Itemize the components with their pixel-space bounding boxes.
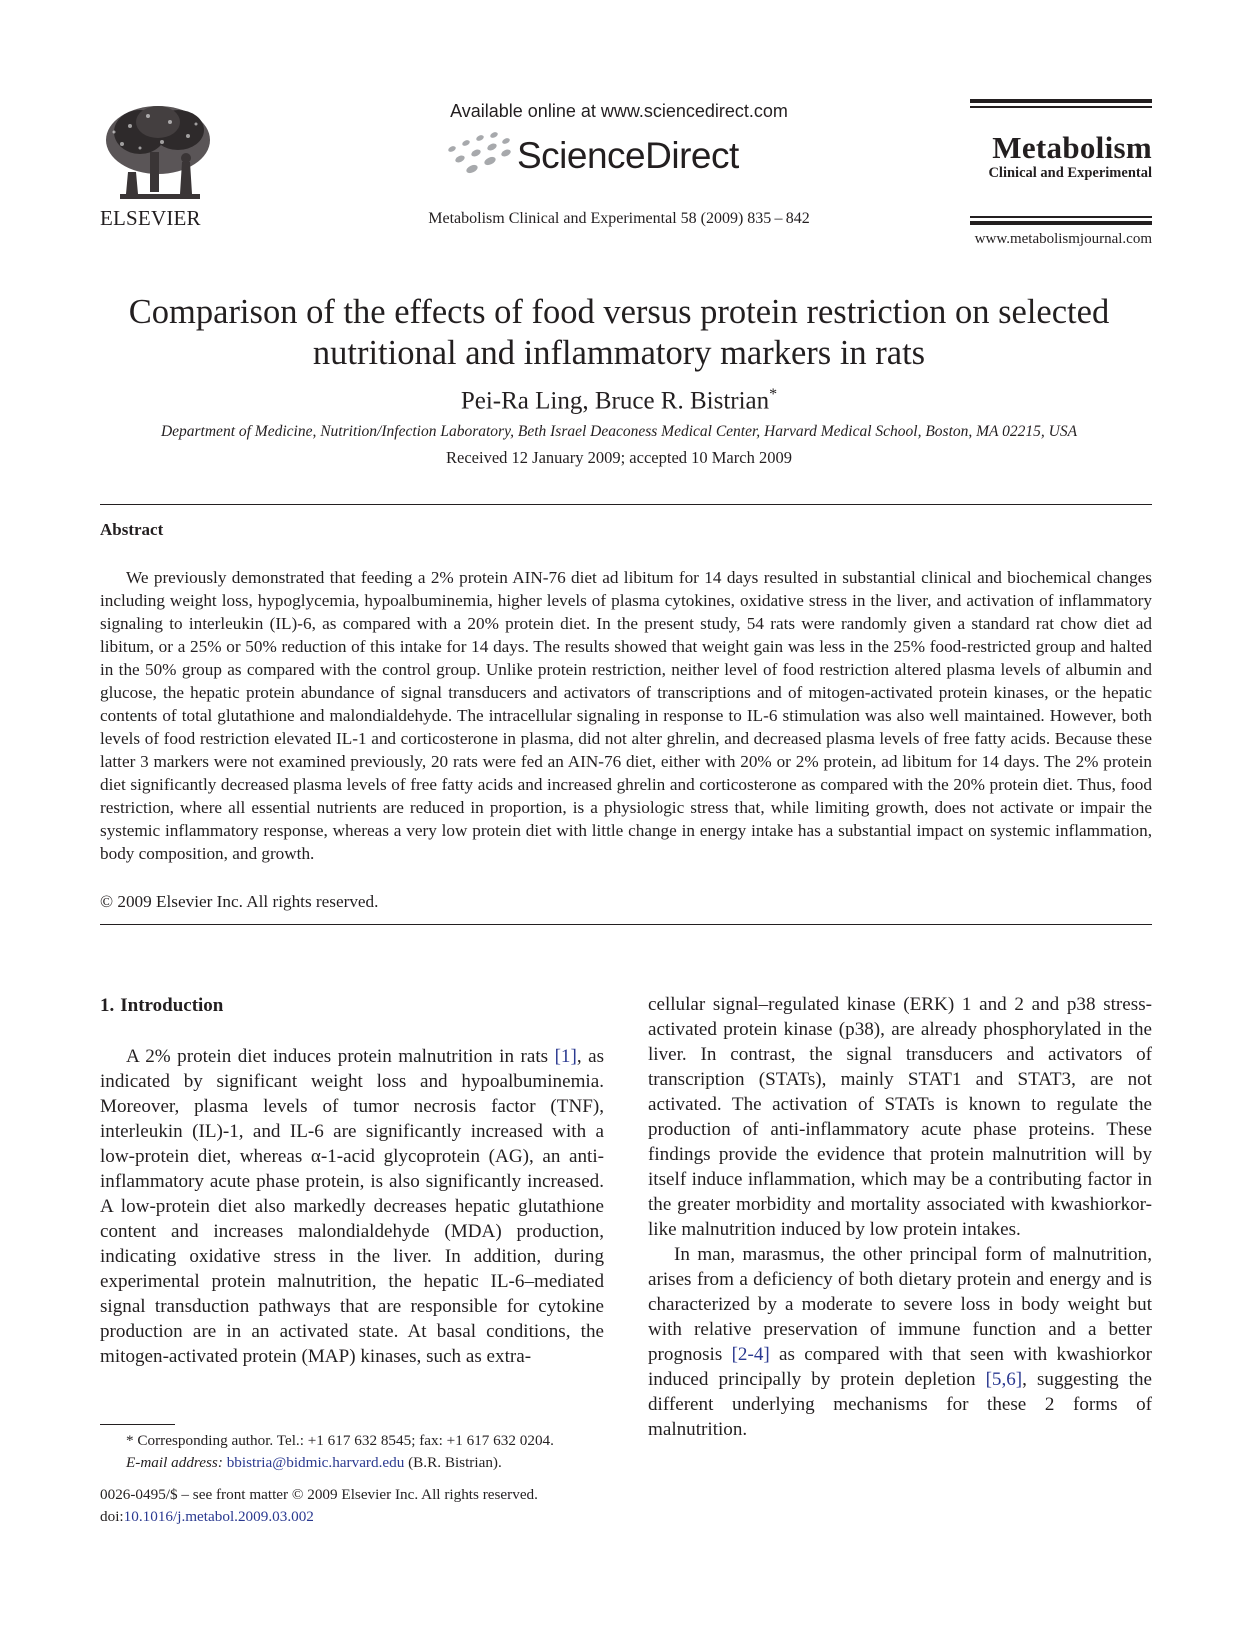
- email-line: [100, 1452, 604, 1474]
- section-heading-introduction: [100, 995, 229, 1017]
- received-dates: Received 12 January 2009; accepted 10 March 2009: [446, 448, 792, 467]
- journal-rule-top: [970, 99, 1152, 103]
- publisher-name: ELSEVIER: [100, 206, 201, 230]
- email-label: E-mail address:: [126, 1454, 223, 1471]
- issn-line: 0026-0495/$ – see front matter © 2009 Elsevier Inc. All rights reserved.: [100, 1486, 538, 1503]
- platform-name: ScienceDirect: [517, 135, 739, 176]
- abstract-rule-top: [100, 504, 1152, 505]
- author-affiliation: Department of Medicine, Nutrition/Infection Laboratory, Beth Israel Deaconess Medical Center, Harvard Medical School, Boston, MA 02215, USA: [160, 423, 1078, 440]
- abstract-text: We previously demonstrated that feeding a 2% protein AIN-76 diet ad libitum for 14 days resulted in substantial clinical and biochemical changes including weight loss, hypoglycemia, hypoalbuminemia, higher levels of plasma cytokines, oxidative stress in the liver, and activation of inflammatory signaling to interleukin (IL)-6, as compared with a 20% protein diet. In the present study, 54 rats were randomly given a standard rat chow diet ad libitum, or a 25% or 50% reduction of this intake for 14 days. The results showed that weight gain was less in the 25% food-restricted group and halted in the 50% group as compared with the control group. Unlike protein restriction, neither level of food restriction altered plasma levels of albumin and glucose, the hepatic protein abundance of signal transducers and activators of transcriptions and of mitogen-activated protein kinases, or the hepatic contents of total glutathione and malondialdehyde. The intracellular signaling in response to IL-6 stimulation was also well maintained. However, both levels of food restriction elevated IL-1 and corticosterone in plasma, did not alter ghrelin, and decreased plasma levels of free fatty acids. Because these latter 3 markers were not examined previously, 20 rats were fed an AIN-76 diet, either with 20% or 2% protein, ad libitum for 14 days. The 2% protein diet significantly decreased plasma levels of free fatty acids and increased ghrelin and corticosterone as compared with the 20% protein diet. Thus, food restriction, where all essential nutrients are reduced in proportion, is a physiologic stress that, while limiting growth, does not activate or impair the systemic inflammatory response, whereas a very low protein diet with little change in energy intake has a substantial impact on systemic inflammation, body composition, and growth.: [100, 568, 1152, 863]
- corresponding-author-line: * Corresponding author. Tel.: +1 617 632 8545; fax: +1 617 632 0204.: [126, 1432, 554, 1449]
- abstract-rule-bottom: [100, 924, 1152, 925]
- front-matter-note: [100, 1484, 538, 1528]
- intro-paragraph-continued: cellular signal–regulated kinase (ERK) 1 and 2 and p38 stress-activated protein kinase (p38), are already phosphorylated in the liver. In contrast, the signal transducers and activators of transcription (STATs), mainly STAT1 and STAT3, are not activated. The activation of STATs is known to regulate the production of anti-inflammatory acute phase proteins. These findings provide the evidence that protein malnutrition will by itself induce inflammation, which may be a contributing factor in the greater morbidity and mortality associated with kwashiorkor-like malnutrition induced by low protein intakes.: [648, 994, 1152, 1240]
- intro-right-column: [648, 992, 1152, 1442]
- journal-rule-bottom: [970, 221, 1152, 225]
- journal-citation: Metabolism Clinical and Experimental 58 (2009) 835 – 842: [428, 210, 810, 227]
- abstract-body: [100, 566, 1152, 865]
- available-online: Available online at www.sciencedirect.com: [450, 101, 788, 121]
- intro-text: , suggesting the different underlying mechanisms for these 2 forms of malnutrition.: [648, 1369, 1153, 1440]
- email-link[interactable]: bbistria@bidmic.harvard.edu: [226, 1454, 405, 1471]
- corresponding-mark: *: [769, 386, 778, 403]
- author-names: Pei-Ra Ling, Bruce R. Bistrian: [460, 387, 770, 415]
- footnote-rule: [100, 1424, 175, 1425]
- sciencedirect-dots-icon: [442, 129, 517, 181]
- intro-left-column: [100, 1044, 604, 1369]
- section-title: Introduction: [120, 995, 224, 1016]
- journal-rule-bottom-thin: [970, 216, 1152, 218]
- journal-url[interactable]: www.metabolismjournal.com: [974, 231, 1152, 247]
- doi-link[interactable]: 10.1016/j.metabol.2009.03.002: [123, 1508, 314, 1525]
- corresponding-footnote: [100, 1430, 604, 1474]
- reference-link[interactable]: [1]: [554, 1046, 577, 1067]
- intro-text: , as indicated by significant weight loss and hypoalbuminemia. Moreover, plasma levels of tumor necrosis factor (TNF), interleukin (IL)-1, and IL-6 are significantly increased with a low-protein diet, whereas α-1-acid glycoprotein (AG), an anti-inflammatory acute phase protein, is also significantly increased. A low-protein diet also markedly decreases hepatic glutathione content and increases malondialdehyde (MDA) production, indicating oxidative stress in the liver. In addition, during experimental protein malnutrition, the hepatic IL-6–mediated signal transduction pathways that are responsible for cytokine production are in an activated state. At basal conditions, the mitogen-activated protein (MAP) kinases, such as extra-: [100, 1046, 604, 1367]
- journal-rule-top-thin: [970, 106, 1152, 108]
- intro-text: In man, marasmus, the other principal form of malnutrition, arises from a deficiency of both dietary protein and energy and is characterized by a moderate to severe loss in body weight but with relative preservation of immune function and a better prognosis: [648, 1244, 1152, 1365]
- article-authors: [0, 386, 1238, 415]
- doi-line: [100, 1506, 538, 1528]
- journal-name: Metabolism: [992, 130, 1152, 165]
- sciencedirect-logo: [442, 129, 742, 181]
- reference-link[interactable]: [5,6]: [985, 1369, 1023, 1390]
- journal-subtitle: Clinical and Experimental: [988, 165, 1152, 181]
- reference-link[interactable]: [2-4]: [731, 1344, 770, 1365]
- intro-paragraph-1: [100, 1044, 604, 1369]
- email-suffix: (B.R. Bistrian).: [404, 1454, 502, 1471]
- doi-label: doi:: [100, 1508, 124, 1525]
- abstract-copyright: © 2009 Elsevier Inc. All rights reserved.: [100, 892, 379, 911]
- intro-paragraph-2: [648, 1242, 1152, 1442]
- article-title: Comparison of the effects of food versus protein restriction on selected nutritional and inflammatory markers in rats: [128, 293, 1110, 372]
- intro-text: A 2% protein diet induces protein malnutrition in rats: [126, 1046, 555, 1067]
- abstract-heading: Abstract: [100, 520, 164, 539]
- intro-text: as compared with that seen with kwashiorkor induced principally by protein depletion: [648, 1344, 1152, 1390]
- section-number: 1.: [100, 995, 115, 1016]
